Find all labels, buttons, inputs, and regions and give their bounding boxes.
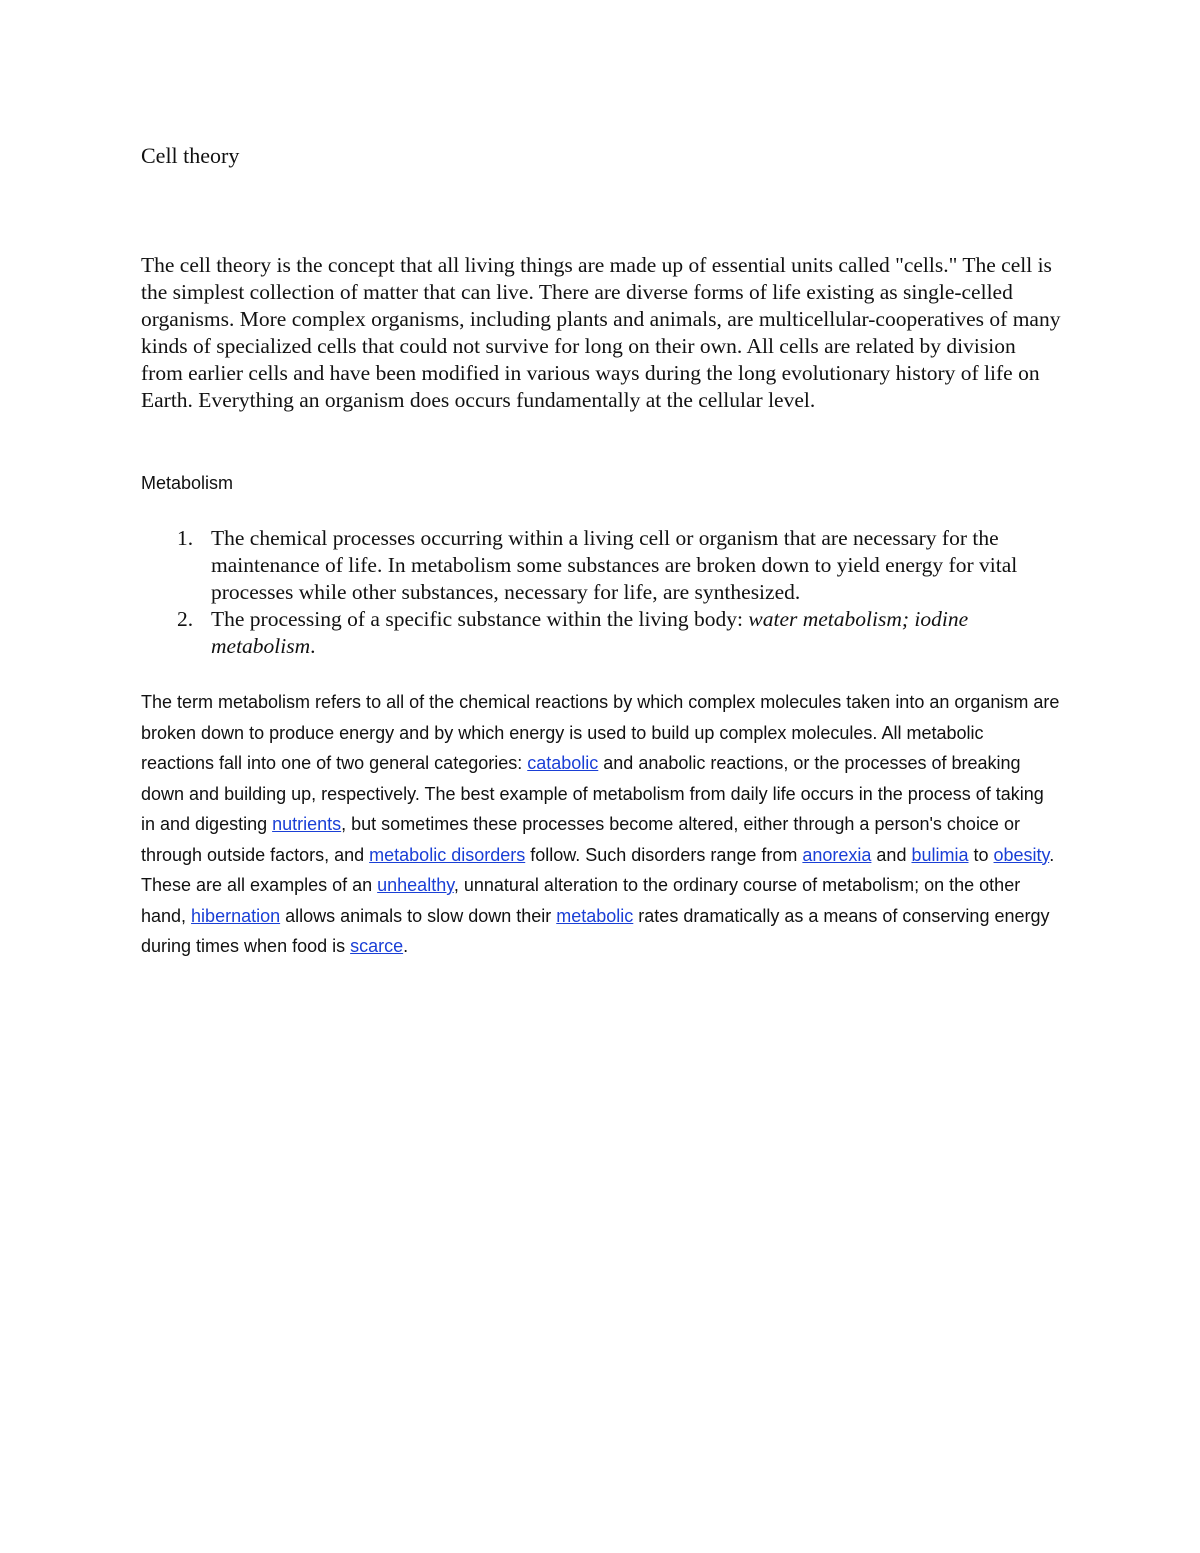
list-item (141, 525, 1061, 606)
paragraph-text: rates dramatically as a means of conserving energy during times when food is (141, 905, 1050, 956)
metabolism-heading: Metabolism (141, 473, 234, 493)
list-item-text: The chemical processes occurring within a living cell or organism that are necessary for the maintenance of life. In metabolism some substances are broken down to yield energy for vital processes while other substances, necessary for life, are synthesized. (211, 526, 1018, 604)
paragraph-text: , unnatural alteration to the ordinary course of metabolism; on the other hand, (141, 875, 1021, 926)
paragraph-text: and anabolic reactions, or the processes of breaking down and building up, respectively. The best example of metabolism from daily life occurs in the process of taking in and digesting (141, 753, 1044, 834)
link-nutrients[interactable]: nutrients (272, 814, 342, 834)
paragraph-text: allows animals to slow down their (280, 905, 557, 926)
cell-theory-paragraph: The cell theory is the concept that all living things are made up of essential units called "cells." The cell is the simplest collection of matter that can live. There are diverse forms of life existing as single-celled organisms. More complex organisms, including plants and animals, are multicellular-cooperatives of many kinds of specialized cells that could not survive for long on their own. All cells are related by division from earlier cells and have been modified in various ways during the long evolutionary history of life on Earth. Everything an organism does occurs fundamentally at the cellular level. (141, 253, 1061, 412)
list-item-number: 1. (177, 526, 194, 550)
paragraph-text: . (403, 936, 409, 956)
metabolism-paragraph (141, 687, 1061, 962)
list-item-text: The processing of a specific substance within the living body: (211, 607, 749, 631)
paragraph-text: and (871, 844, 912, 865)
link-metabolic[interactable]: metabolic (556, 905, 634, 926)
list-item (141, 606, 1061, 660)
paragraph-text: follow. Such disorders range from (525, 844, 803, 865)
document-title: Cell theory (141, 143, 240, 168)
link-catabolic[interactable]: catabolic (527, 753, 599, 773)
link-scarce[interactable]: scarce (350, 936, 404, 956)
paragraph-text: . These are all examples of an (141, 844, 1055, 895)
list-item-italic-examples: water metabolism; iodine metabolism (211, 607, 969, 658)
link-obesity[interactable]: obesity (993, 844, 1050, 865)
paragraph-text: , but sometimes these processes become altered, either through a person's choice or through outside factors, and (141, 814, 1020, 865)
list-item-end: . (310, 634, 316, 658)
link-metabolic-disorders[interactable]: metabolic disorders (369, 844, 526, 865)
link-unhealthy[interactable]: unhealthy (377, 875, 454, 895)
paragraph-text: The term metabolism refers to all of the chemical reactions by which complex molecules taken into an organism are broken down to produce energy and by which energy is used to build up complex molecules. All metabolic reactions fall into one of two general categories: (141, 692, 1060, 773)
paragraph-text: to (968, 844, 994, 865)
link-bulimia[interactable]: bulimia (911, 844, 969, 865)
metabolism-definitions-list (141, 525, 1061, 660)
list-item-number: 2. (177, 607, 194, 631)
link-hibernation[interactable]: hibernation (191, 905, 281, 926)
link-anorexia[interactable]: anorexia (802, 844, 872, 865)
